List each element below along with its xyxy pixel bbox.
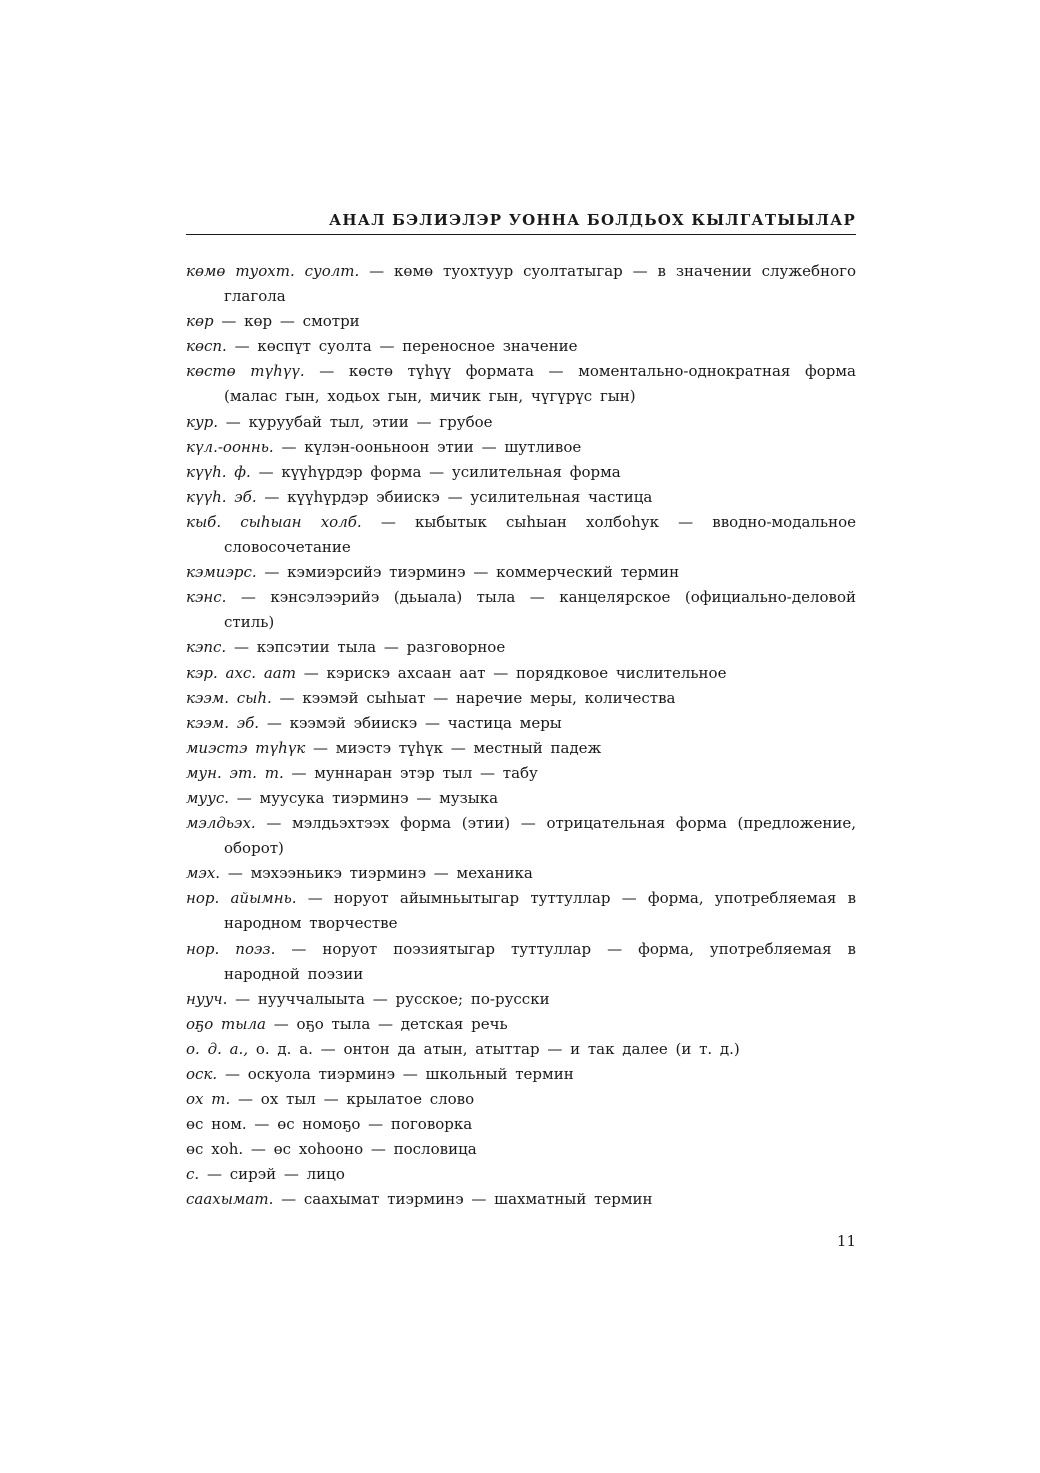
entry-abbreviation: күл.-ооннь. <box>186 437 274 456</box>
abbreviation-entry <box>186 585 856 635</box>
abbreviation-entry <box>186 1087 856 1112</box>
entry-definition: — көспүт суолта — переносное значение <box>226 337 578 356</box>
entry-abbreviation: оск. <box>186 1065 218 1083</box>
abbreviation-entry <box>186 460 856 485</box>
entry-abbreviation: ох т. <box>186 1090 231 1109</box>
entry-definition: — кэпсэтии тыла — разговорное <box>226 638 506 657</box>
abbreviation-entry <box>186 560 856 585</box>
entry-abbreviation: нор. айымнь. <box>186 889 297 908</box>
entry-abbreviation: көр <box>186 312 214 331</box>
entry-definition: — кээмэй эбиискэ — частица меры <box>259 713 562 732</box>
entry-abbreviation: күүһ. эб. <box>186 487 257 506</box>
entry-abbreviation: кэр. ахс. аат <box>186 663 296 682</box>
entry-definition: — сирэй — лицо <box>199 1165 345 1184</box>
abbreviation-entry <box>186 1112 856 1137</box>
entry-definition: — көр — смотри <box>213 312 360 331</box>
entry-definition: — куруубай тыл, этии — грубое <box>218 412 493 431</box>
entry-definition: — күлэн-ооньноон этии — шутливое <box>273 437 582 456</box>
entry-abbreviation: мэх. <box>186 864 221 883</box>
entry-definition: — ох тыл — крылатое слово <box>230 1090 475 1109</box>
entry-definition: — миэстэ түһүк — местный падеж <box>305 738 602 757</box>
entry-abbreviation: оҕо тыла <box>186 1014 266 1033</box>
entry-definition: — күүһүрдэр эбиискэ — усилительная частица <box>256 487 653 506</box>
entry-definition: — күүһүрдэр форма — усилительная форма <box>250 462 621 481</box>
entry-abbreviation: о. д. а., <box>186 1039 249 1058</box>
entry-definition: — көстө түһүү формата — моментально-однократная форма (малас гын, ходьох гын, мичик гын, чүгүрүс гын) <box>224 362 857 406</box>
entry-abbreviation: мун. эт. т. <box>186 763 284 782</box>
abbreviation-entry <box>186 309 856 334</box>
entry-abbreviation: кыб. сыһыан холб. <box>186 512 362 531</box>
abbreviation-entry <box>186 1037 856 1062</box>
abbreviation-entry <box>186 761 856 786</box>
entry-abbreviation: муус. <box>186 788 230 807</box>
entry-abbreviation: кэпс. <box>186 638 227 657</box>
entry-definition: — оскуола тиэрминэ — школьный термин <box>217 1065 574 1083</box>
abbreviation-entry <box>186 1062 856 1087</box>
entry-definition: өс ном. — өс номоҕо — поговорка <box>186 1115 473 1134</box>
entry-definition: о. д. а. — онтон да атын, атыттар — и так далее (и т. д.) <box>248 1039 740 1058</box>
abbreviation-entry <box>186 334 856 359</box>
abbreviation-entry <box>186 987 856 1012</box>
entry-definition: өс хоһ. — өс хоһооно — пословица <box>186 1140 477 1159</box>
abbreviation-entry <box>186 861 856 886</box>
entry-definition: — кыбытык сыһыан холбоһук — вводно-модальное словосочетание <box>224 512 856 557</box>
entry-abbreviation: саахымат. <box>186 1190 274 1209</box>
entry-abbreviation: кээм. эб. <box>186 713 260 732</box>
entry-definition: — оҕо тыла — детская речь <box>265 1014 508 1033</box>
entry-definition: — муннаран этэр тыл — табу <box>283 763 538 782</box>
entry-definition: — нууччалыыта — русское; по-русски <box>227 989 550 1008</box>
entry-definition: — саахымат тиэрминэ — шахматный термин <box>273 1190 653 1209</box>
entry-abbreviation: мэлдьэх. <box>186 814 256 833</box>
entry-abbreviation: с. <box>186 1165 200 1184</box>
entry-definition: — мэхээньикэ тиэрминэ — механика <box>220 864 533 883</box>
entry-abbreviation: көмө туохт. суолт. <box>186 262 360 280</box>
entry-definition: — көмө туохтуур суолтатыгар — в значении служебного глагола <box>224 262 856 306</box>
abbreviation-entry <box>186 1187 856 1212</box>
entry-abbreviation: күүһ. ф. <box>186 462 251 481</box>
entry-abbreviation: көстө түһүү. <box>186 362 305 381</box>
page-number: 11 <box>836 1232 856 1250</box>
running-head: АНАЛ БЭЛИЭЛЭР УОННА БОЛДЬОХ КЫЛГАТЫЫЛАР <box>186 210 856 235</box>
entry-abbreviation: кур. <box>186 412 219 431</box>
abbreviation-entry <box>186 510 856 560</box>
entry-definition: — кэмиэрсийэ тиэрминэ — коммерческий термин <box>256 563 680 582</box>
abbreviation-entry <box>186 259 856 309</box>
entry-abbreviation: кэмиэрс. <box>186 563 257 582</box>
abbreviation-entry <box>186 661 856 686</box>
entry-definition: — муусука тиэрминэ — музыка <box>229 788 499 807</box>
abbreviation-entry <box>186 711 856 736</box>
abbreviation-list <box>186 259 856 1213</box>
abbreviation-entry <box>186 635 856 660</box>
abbreviation-entry <box>186 886 856 936</box>
abbreviation-entry <box>186 359 856 409</box>
abbreviation-entry <box>186 435 856 460</box>
abbreviation-entry <box>186 811 856 861</box>
abbreviation-entry <box>186 410 856 435</box>
abbreviation-entry <box>186 937 856 987</box>
abbreviation-entry <box>186 1162 856 1187</box>
entry-definition: — мэлдьэхтээх форма (этии) — отрицательная форма (предложение, оборот) <box>224 814 856 858</box>
entry-abbreviation: нууч. <box>186 989 228 1008</box>
entry-definition: — норуот поэзиятыгар туттуллар — форма, употребляемая в народной поэзии <box>224 939 857 983</box>
abbreviation-entry <box>186 1012 856 1037</box>
entry-abbreviation: нор. поэз. <box>186 939 276 958</box>
abbreviation-entry <box>186 786 856 811</box>
abbreviation-entry <box>186 1137 856 1162</box>
entry-abbreviation: көсп. <box>186 337 227 356</box>
entry-abbreviation: кэнс. <box>186 588 227 607</box>
entry-definition: — кээмэй сыһыат — наречие меры, количества <box>271 688 676 707</box>
entry-definition: — кэнсэлээрийэ (дьыала) тыла — канцелярское (официально-деловой стиль) <box>224 588 856 632</box>
entry-abbreviation: кээм. сыһ. <box>186 688 272 707</box>
abbreviation-entry <box>186 686 856 711</box>
abbreviation-entry <box>186 736 856 761</box>
entry-abbreviation: миэстэ түһүк <box>186 738 306 757</box>
entry-definition: — норуот айымньытыгар туттуллар — форма, употребляемая в народном творчестве <box>224 889 857 933</box>
entry-definition: — кэрискэ ахсаан аат — порядковое числительное <box>295 663 727 682</box>
abbreviation-entry <box>186 485 856 510</box>
